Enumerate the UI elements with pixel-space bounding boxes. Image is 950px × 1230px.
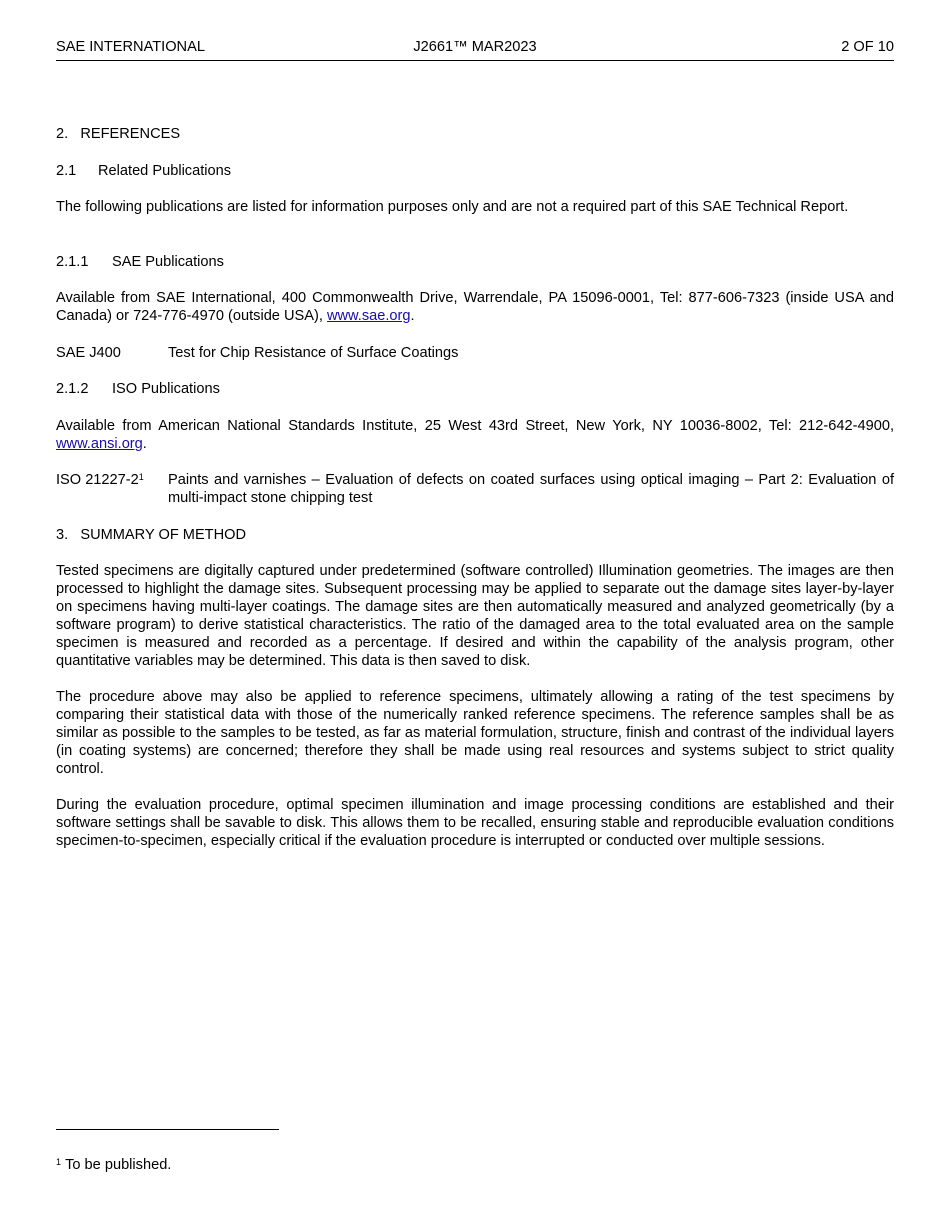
sae-availability-text: Available from SAE International, 400 Commonwealth Drive, Warrendale, PA 15096-0001, Tel: 877-606-7323 (inside USA and Canada) or 724-776-4970 (outside USA), www.sae.org. [56, 290, 894, 324]
section-title: SUMMARY OF METHOD [80, 527, 247, 543]
section-number: 2.1.2 [56, 381, 89, 397]
heading-sae-publications [56, 253, 894, 271]
header-page-number: 2 OF 10 [841, 39, 894, 55]
sae-availability-body: Available from SAE International, 400 Commonwealth Drive, Warrendale, PA 15096-0001, Tel: 877-606-7323 (inside USA and Canada) or 724-776-4970 (outside USA), [56, 290, 894, 324]
reference-sae-j400 [56, 344, 894, 362]
iso-availability-body: Available from American National Standards Institute, 25 West 43rd Street, New York, NY 10036-8002, Tel: 212-642-4900, [56, 418, 894, 434]
related-publications-text: The following publications are listed for information purposes only and are not a required part of this SAE Technical Report. [56, 199, 849, 215]
heading-iso-publications [56, 380, 894, 398]
reference-title: Paints and varnishes – Evaluation of defects on coated surfaces using optical imaging – Part 2: Evaluation of multi-impact stone chipping test [168, 472, 894, 506]
section-title: ISO Publications [112, 381, 220, 397]
section-number: 3. [56, 527, 69, 543]
section-title: REFERENCES [80, 126, 181, 142]
heading-summary-of-method [56, 526, 894, 544]
section-title: Related Publications [98, 163, 232, 179]
footnote-text: To be published. [65, 1157, 172, 1173]
section-title: SAE Publications [112, 254, 224, 270]
header-org: SAE INTERNATIONAL [56, 39, 205, 55]
heading-related-publications [56, 162, 894, 180]
reference-code: ISO $21227-2^1$ [56, 472, 144, 488]
heading-references [56, 125, 894, 143]
section-number: 2. [56, 126, 69, 142]
reference-title: Test for Chip Resistance of Surface Coatings [168, 345, 459, 361]
footnote-separator [56, 1129, 279, 1130]
header-doc-id: J2661™ MAR2023 [413, 39, 537, 55]
running-header [56, 38, 894, 61]
section-number: 2.1 [56, 163, 77, 179]
reference-code: SAE J400 [56, 345, 121, 361]
reference-iso-21227-2 [56, 471, 894, 507]
iso-availability-text: Available from American National Standards Institute, 25 West 43rd Street, New York, NY 10036-8002, Tel: 212-642-4900, www.ansi.org. [56, 418, 894, 452]
sae-website-link[interactable]: www.sae.org [326, 308, 411, 324]
footnote-marker: 1 [138, 472, 144, 482]
summary-paragraph-3: During the evaluation procedure, optimal specimen illumination and image processing conditions are established and their software settings shall be savable to disk. This allows them to be recalled, ensuring stable and reproducible evaluation conditions specimen-to-specimen, especially critical if the evaluation procedure is interrupted or conducted over multiple sessions. [56, 797, 894, 849]
ansi-website-link[interactable]: www.ansi.org [56, 436, 143, 452]
summary-paragraph-2: The procedure above may also be applied to reference specimens, ultimately allowing a rating of the test specimens by comparing their statistical data with those of the numerically ranked reference specimens. The reference samples shall be as similar as possible to the samples to be tested, as far as material formulation, structure, finish and contrast of the individual layers (in coating systems) are concerned; therefore they shall be made using real resources and systems subject to strict quality control. [56, 689, 894, 777]
footnote [56, 1156, 894, 1174]
section-number: 2.1.1 [56, 254, 89, 270]
footnote-number: 1 [56, 1157, 62, 1167]
summary-paragraph-1: Tested specimens are digitally captured under predetermined (software controlled) Illumination geometries. The images are then processed to highlight the damage sites. Subsequent processing may be applied to separate out the damage sites layer-by-layer on specimens having multi-layer coatings. The damage sites are then automatically measured and analyzed geometrically (by a software program) to derive statistical characteristics. The ratio of the damaged area to the total evaluated area on the sample specimen is measured and recorded as a percentage. If desired and within the capability of the analysis program, other quantitative variables may be determined. This data is then saved to disk. [56, 563, 894, 669]
